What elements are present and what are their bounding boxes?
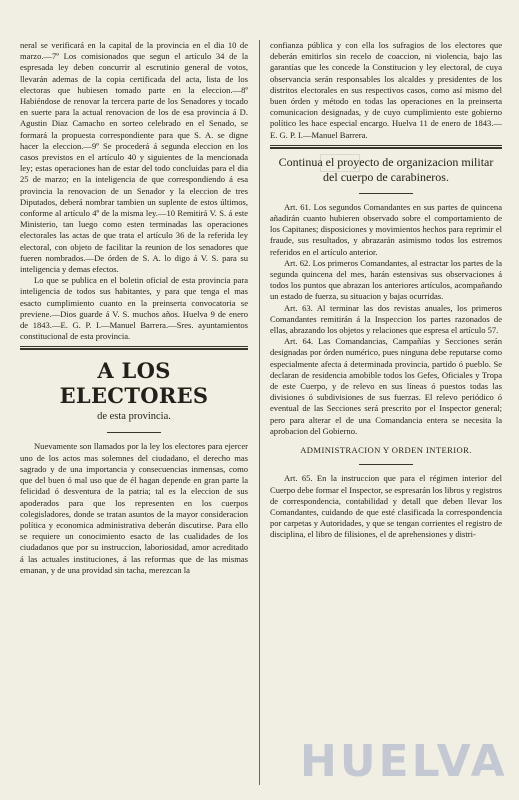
- section-rule: [20, 346, 248, 350]
- right-column: [270, 40, 502, 800]
- convocatoria-text: neral se verificará en la capital de la provincia en el dia 10 de marzo.—7º Los comisionados que segun el artículo 34 de la espresada ley deben concurrir al escrutinio general de votos, llevarán ademas de la copia certificada del acta, lista de los electoras que hubiesen tomado parte en la eleccion.—8º Habiéndose de renovar la tercera parte de los Senadores y tocado en suerte para la actual renovacion de los de esa provincia á D. Agustin Diaz Camacho en sorteo celebrado en el Senado, se formará la propuesta correspondiente para que S. A. se digne hacer la eleccion.—9º Se procederá á segunda eleccion en los casos previstos en el artículo 40 y siguientes de la mencionada ley; estas operaciones han de estar del todo concluidas para el dia 25 de marzo; en la inteligencia de que correspondiendo á esa provincia la renovacion de un Senador y la eleccion de tres Diputados, deberá nombrar tambien un suplente de estos últimos, conforme al artículo 4º de la misma ley.—10 Remitirá V. S. á este Ministerio, tan luego como esten terminadas las operaciones electorales las actas de que trata el artículo 36 de la referida ley electoral, con objeto de facilitar la reunion de los senadores que fueren nombrados.—De órden de S. A. lo digo á V. S. para su inteligencia y demas efectos.: [20, 40, 248, 275]
- article-65: Art. 65. En la instruccion que para el régimen interior del Cuerpo debe formar el Inspector, se espresarán los libros y registros de correspondencia, contabilidad y detall que deben llevar los Comandantes, cuidando de que esté clasificada la correspondencia por carpetas y Autoridades, y que se tengan corrientes el registro de disciplina, el libro de filisiones, el de aprehensiones y distri-: [270, 473, 502, 540]
- section-title: Continua el proyecto de organizacion militar del cuerpo de carabineros.: [278, 154, 494, 184]
- article-64: Art. 64. Las Comandancias, Campañías y Secciones serán designadas por órden numérico, pues ninguna debe reputarse como especialmente afecta á determinada provincia, partido ó pueblo. Se declaran de residencia amobible todos los Gefes, Oficiales y Tropa de este Cuerpo, y de relevo en sus líneas ó puestos todas las divisiones ó subdivisiones de sus fuerzas. El relevo periódico ó eventual de las Secciones será prescrito por el Inspector general; pero para alterar el de una Comandancia entera se necesita la aprobacion del Gobierno.: [270, 336, 502, 436]
- short-rule: [107, 432, 161, 433]
- electors-article-continued: confianza pública y con ella los sufragios de los electores que deberán emitirlos sin recelo de coaccion, ni violencia, bajo las garantías que les concede la Constitucion y ley electoral, de cuya observancia serán responsables los alcaldes y presidentes de los distritos electorales en sus respectivos casos, como así mismo del buen órden y método en todas las operaciones en la preinserta comunicacion designadas, y de cuyo cumplimiento este gobierno político les hace especial encargo. Huelva 11 de enero de 1843.—E. G. P. I.—Manuel Barrera.: [270, 40, 502, 140]
- article-63: Art. 63. Al terminar las dos revistas anuales, los primeros Comandantes remitirán á la Inspeccion los partes razonados de ellas, abrazando los objetos y relaciones que espresa el artículo 57.: [270, 302, 502, 336]
- admin-section-title: ADMINISTRACION Y ORDEN INTERIOR.: [300, 445, 472, 456]
- subheadline: de esta provincia.: [97, 411, 171, 423]
- short-rule-right: [359, 193, 413, 194]
- section-rule-right: [270, 145, 502, 149]
- headline: A LOS ELECTORES: [59, 358, 209, 409]
- short-rule-admin: [359, 464, 413, 465]
- library-watermark: HUELVA: [300, 736, 508, 787]
- column-divider: [259, 40, 260, 785]
- publication-notice: Lo que se publica en el boletin oficial de esta provincia para inteligencia de todos sus habitantes, y para que tenga el mas esacto cumplimiento cuanto en la preinserta convocatoria se previene.—Dios guarde á V. S. muchos años. Huelva 9 de enero de 1843.—E. G. P. I.—Manuel Barrera.—Sres. ayuntamientos constitucional de esta provincia.: [20, 275, 248, 342]
- electors-article: Nuevamente son llamados por la ley los electores para ejercer uno de los actos mas solemnes del ciudadano, el derecho mas sagrado y de una importancia y consecuencias inmensas, como que del buen ó mal uso que de él hagan depende en gran parte la felicidad ó desventura de la patria; tal es la eleccion de sus apoderados para que los representen en los cuerpos colegisladores, donde se tratan asuntos de la mayor consideracion política y economica administrativa deberán discutirse. Para ello se requiere un conocimiento esacto de las cualidades de los ciudadanos que por su instruccion, laboriosidad, amor acreditado á las actuales instituciones, á las reformas que de las mismas emanan, y de una providad sin tacha, merezcan la: [20, 441, 248, 575]
- article-61: Art. 61. Los segundos Comandantes en sus partes de quincena añadirán cuanto hubieren observado sobre el comportamiento de los Capitanes; disposiciones y movimientos hechos para reprimir el fraude, sus resultados, y abrazarán asimismo todos los estremos referidos en el artículo anterior.: [270, 201, 502, 257]
- article-62: Art. 62. Los primeros Comandantes, al estractar los partes de la segunda quincena del mes, harán estensivas sus observaciones á todos los puntos que abrazan los anteriores artículos, acompañando un estado de fuerza, su situacion y bajas ocurridas.: [270, 257, 502, 302]
- left-column: [20, 40, 248, 800]
